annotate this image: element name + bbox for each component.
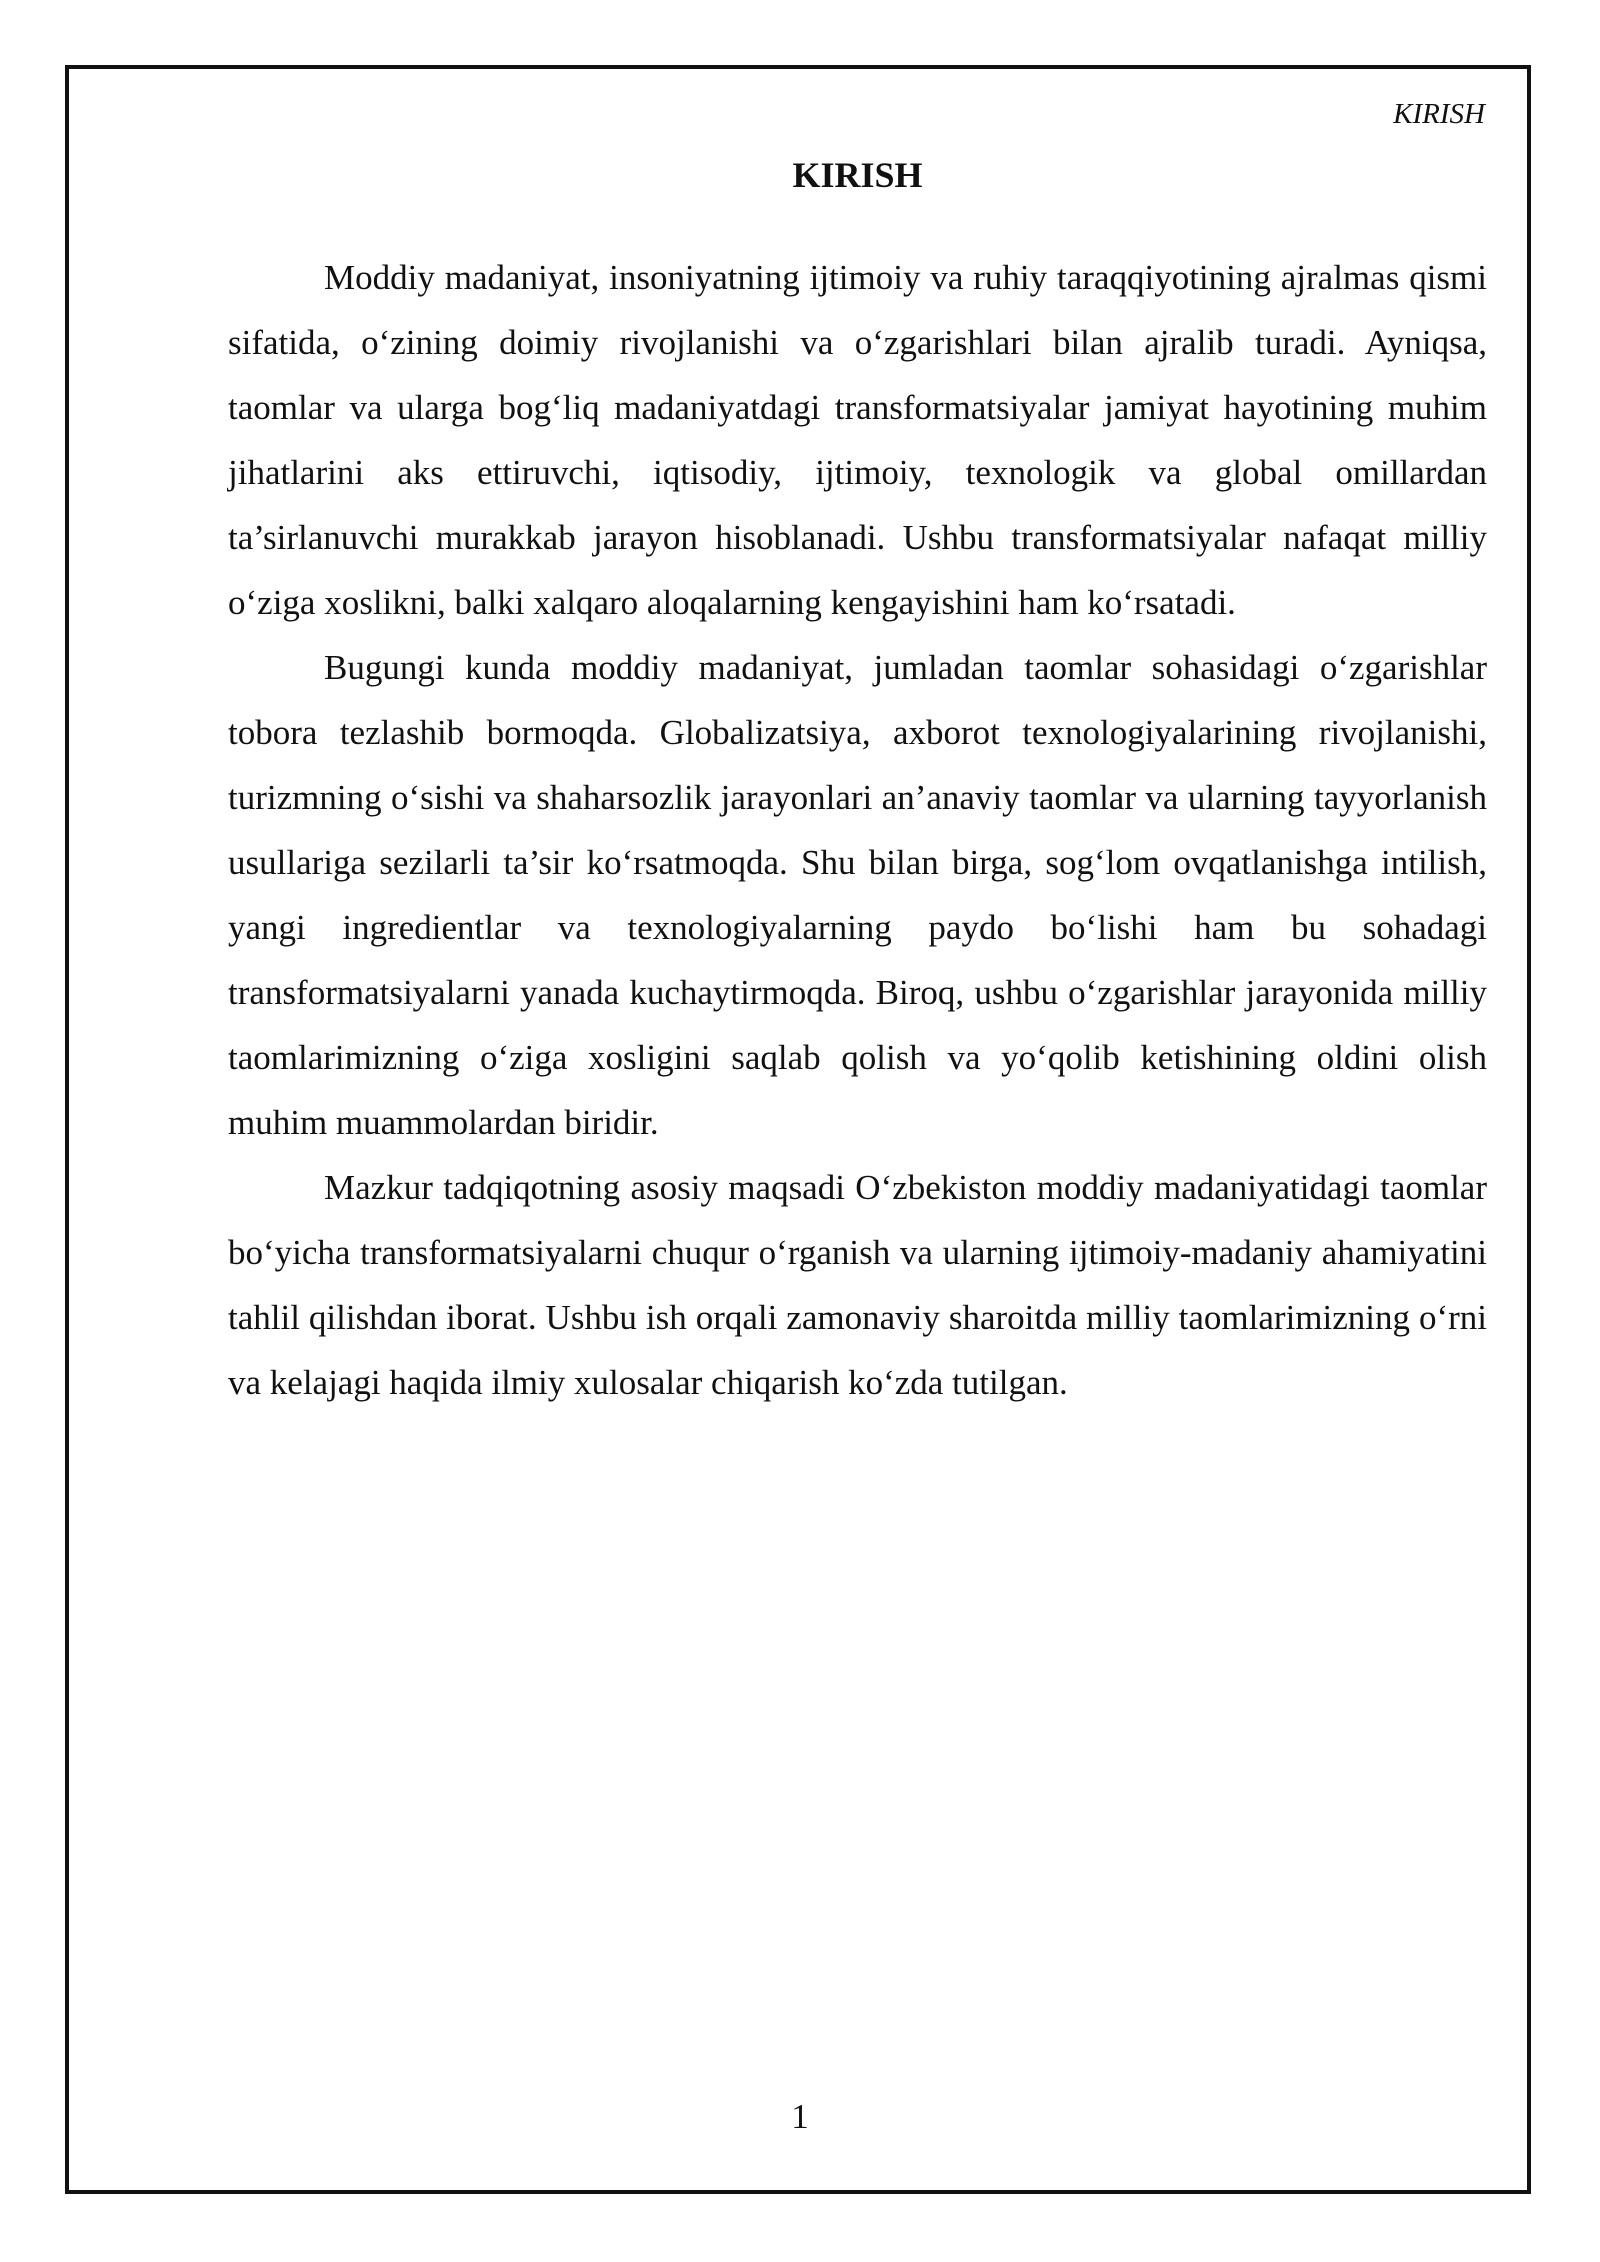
running-header: KIRISH [1393,98,1485,130]
paragraph-3: Mazkur tadqiqotning asosiy maqsadi O‘zbekiston moddiy madaniyatidagi taomlar bo‘yicha transformatsiyalarni chuqur o‘rganish va ularning ijtimoiy-madaniy ahamiyatini tahlil qilishdan iborat. Ushbu ish orqali zamonaviy sharoitda milliy taomlarimizning o‘rni va kelajagi haqida ilmiy xulosalar chiqarish ko‘zda tutilgan. [228,1168,1487,1402]
page-number: 1 [791,2097,809,2136]
paragraph-2: Bugungi kunda moddiy madaniyat, jumladan taomlar sohasidagi o‘zgarishlar tobora tezlashib bormoqda. Globalizatsiya, axborot texnologiyalarining rivojlanishi, turizmning o‘sishi va shaharsozlik jarayonlari an’anaviy taomlar va ularning tayyorlanish usullariga sezilarli ta’sir ko‘rsatmoqda. Shu bilan birga, sog‘lom ovqatlanishga intilish, yangi ingredientlar va texnologiyalarning paydo bo‘lishi ham bu sohadagi transformatsiyalarni yanada kuchaytirmoqda. Biroq, ushbu o‘zgarishlar jarayonida milliy taomlarimizning o‘ziga xosligini saqlab qolish va yo‘qolib ketishining oldini olish muhim muammolardan biridir. [228,648,1487,1142]
body-text [228,245,1487,1415]
section-title: KIRISH [792,155,923,195]
paragraph-1: Moddiy madaniyat, insoniyatning ijtimoiy va ruhiy taraqqiyotining ajralmas qismi sifatida, o‘zining doimiy rivojlanishi va o‘zgarishlari bilan ajralib turadi. Ayniqsa, taomlar va ularga bog‘liq madaniyatdagi transformatsiyalar jamiyat hayotining muhim jihatlarini aks ettiruvchi, iqtisodiy, ijtimoiy, texnologik va global omillardan ta’sirlanuvchi murakkab jarayon hisoblanadi. Ushbu transformatsiyalar nafaqat milliy o‘ziga xoslikni, balki xalqaro aloqalarning kengayishini ham ko‘rsatadi. [228,258,1487,622]
